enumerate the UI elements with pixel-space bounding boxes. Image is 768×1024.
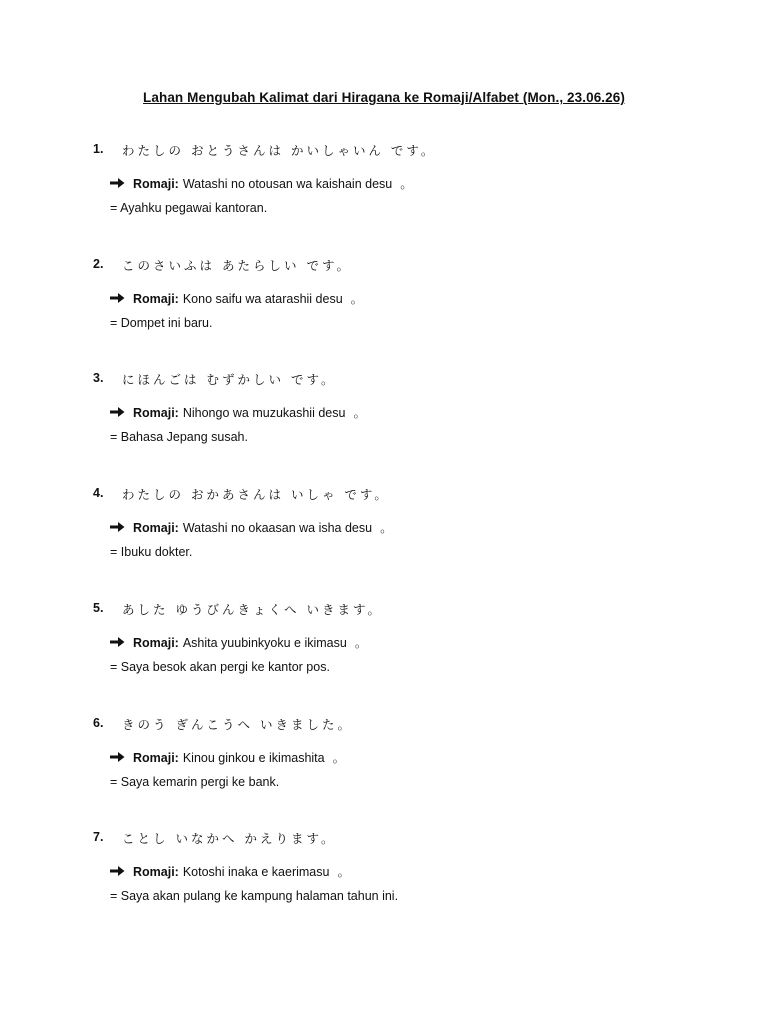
romaji-text: Watashi no okaasan wa isha desu: [182, 521, 373, 535]
item-number: 3.: [93, 371, 104, 385]
translation-text: = Dompet ini baru.: [110, 316, 213, 330]
romaji-text: Kono saifu wa atarashii desu: [182, 292, 343, 306]
arrow-right-icon: [110, 636, 125, 648]
period-mark: 。: [337, 864, 350, 879]
item-number: 5.: [93, 601, 104, 615]
romaji-text: Ashita yuubinkyoku e ikimasu: [182, 636, 347, 650]
hiragana-sentence: わたしの おとうさんは かいしゃいん です。: [122, 143, 437, 158]
period-mark: 。: [380, 520, 393, 535]
translation-text: = Ibuku dokter.: [110, 545, 193, 559]
romaji-label: Romaji:: [133, 521, 179, 535]
arrow-right-icon: [110, 177, 125, 189]
arrow-right-icon: [110, 521, 125, 533]
romaji-line: [110, 862, 350, 880]
translation-text: = Saya besok akan pergi ke kantor pos.: [110, 660, 330, 674]
translation-text: = Bahasa Jepang susah.: [110, 430, 248, 444]
translation-text: = Saya akan pulang ke kampung halaman tahun ini.: [110, 889, 399, 903]
hiragana-sentence: あした ゆうびんきょくへ いきます。: [122, 602, 383, 617]
arrow-right-icon: [110, 292, 125, 304]
arrow-right-icon: [110, 751, 125, 763]
romaji-label: Romaji:: [133, 636, 179, 650]
item-number: 6.: [93, 716, 104, 730]
romaji-line: [110, 633, 367, 651]
period-mark: 。: [400, 176, 413, 191]
romaji-label: Romaji:: [133, 292, 179, 306]
romaji-line: [110, 289, 363, 307]
period-mark: 。: [353, 405, 366, 420]
translation-text: = Saya kemarin pergi ke bank.: [110, 775, 280, 789]
romaji-line: [110, 403, 366, 421]
item-number: 1.: [93, 142, 104, 156]
romaji-text: Kotoshi inaka e kaerimasu: [182, 865, 330, 879]
romaji-text: Nihongo wa muzukashii desu: [182, 406, 346, 420]
translation-text: = Ayahku pegawai kantoran.: [110, 201, 268, 215]
period-mark: 。: [332, 750, 346, 765]
hiragana-sentence: にほんごは むずかしい です。: [122, 372, 337, 387]
arrow-right-icon: [110, 406, 125, 418]
period-mark: 。: [354, 635, 368, 650]
arrow-right-icon: [110, 865, 125, 877]
hiragana-sentence: ことし いなかへ かえります。: [122, 831, 337, 846]
period-mark: 。: [350, 291, 364, 306]
document-title: Lahan Mengubah Kalimat dari Hiragana ke Romaji/Alfabet (Mon., 23.06.26): [143, 90, 625, 105]
romaji-text: Watashi no otousan wa kaishain desu: [182, 177, 393, 191]
item-number: 7.: [93, 830, 104, 844]
item-number: 2.: [93, 257, 104, 271]
hiragana-sentence: このさいふは あたらしい です。: [122, 258, 352, 273]
item-number: 4.: [93, 486, 104, 500]
romaji-label: Romaji:: [133, 177, 179, 191]
romaji-line: [110, 748, 345, 766]
hiragana-sentence: わたしの おかあさんは いしゃ です。: [122, 487, 390, 502]
romaji-label: Romaji:: [133, 406, 179, 420]
romaji-label: Romaji:: [133, 751, 179, 765]
hiragana-sentence: きのう ぎんこうへ いきました。: [122, 717, 353, 732]
romaji-line: [110, 174, 413, 192]
romaji-text: Kinou ginkou e ikimashita: [182, 751, 325, 765]
romaji-label: Romaji:: [133, 865, 179, 879]
romaji-line: [110, 518, 393, 536]
